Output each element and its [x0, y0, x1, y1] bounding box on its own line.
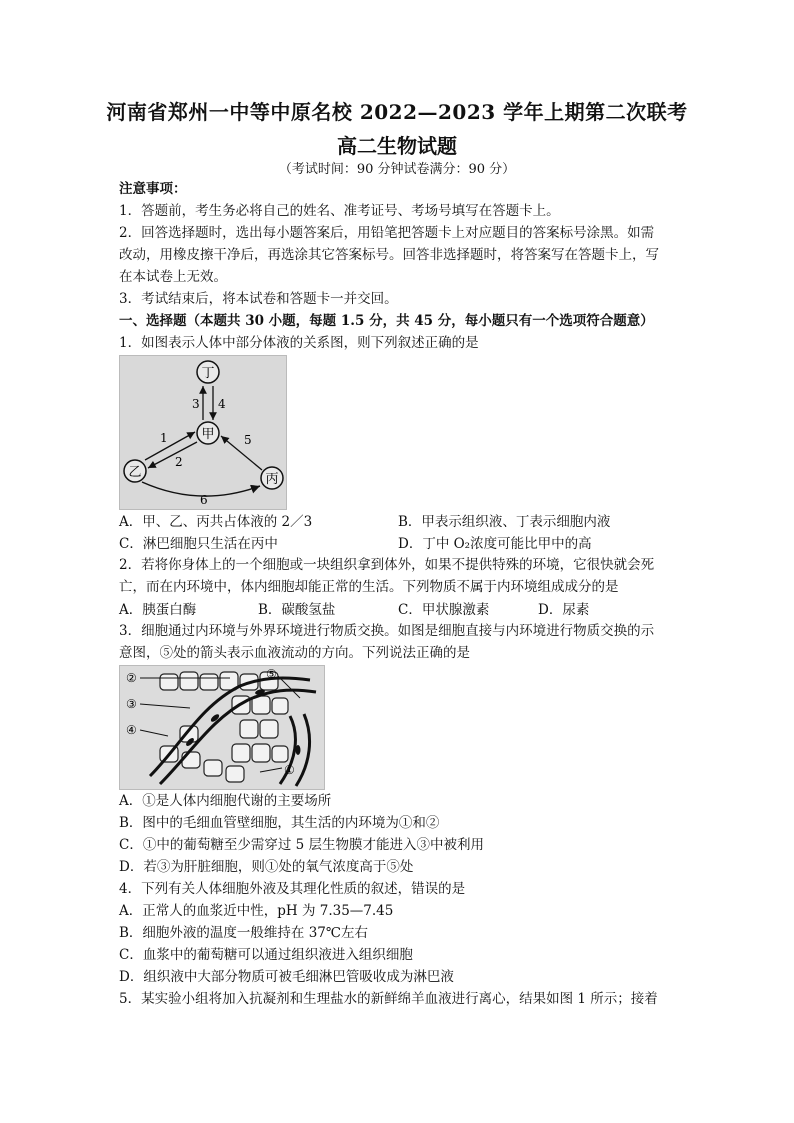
q3-option-a: A．①是人体内细胞代谢的主要场所 — [119, 793, 332, 809]
q4-option-a: A．正常人的血浆近中性，pH 为 7.35—7.45 — [119, 903, 394, 919]
arrow-6-label: 6 — [200, 493, 208, 507]
label-2: ② — [126, 671, 137, 685]
label-5: ⑤ — [266, 667, 277, 681]
notice-heading: 注意事项： — [119, 181, 187, 197]
arrow-4-label: 4 — [218, 397, 226, 411]
node-jia-label: 甲 — [201, 427, 215, 442]
arrow-2 — [148, 442, 197, 468]
q2-stem-2: 亡，而在内环境中，体内细胞却能正常的生活。下列物质不属于内环境组成成分的是 — [119, 579, 619, 595]
exam-title: 河南省郑州一中等中原名校 2022—2023 学年上期第二次联考 — [106, 100, 688, 124]
q4-stem: 4．下列有关人体细胞外液及其理化性质的叙述，错误的是 — [119, 881, 466, 897]
tissue-exchange-diagram — [120, 666, 324, 789]
node-yi-label: 乙 — [128, 465, 142, 480]
q1-stem: 1．如图表示人体中部分体液的关系图，则下列叙述正确的是 — [119, 335, 479, 351]
label-1: ① — [284, 763, 295, 777]
q2-stem-1: 2．若将你身体上的一个细胞或一块组织拿到体外，如果不提供特殊的环境，它很快就会死 — [119, 557, 655, 573]
notice-item-1: 1．答题前，考生务必将自己的姓名、准考证号、考场号填写在答题卡上。 — [119, 203, 560, 219]
q1-figure — [119, 355, 287, 510]
subject-title: 高二生物试题 — [337, 134, 457, 158]
q4-option-d: D．组织液中大部分物质可被毛细淋巴管吸收成为淋巴液 — [119, 969, 454, 985]
q3-option-c: C．①中的葡萄糖至少需穿过 5 层生物膜才能进入③中被利用 — [119, 837, 485, 853]
notice-item-2b: 改动，用橡皮擦干净后，再选涂其它答案标号。回答非选择题时，将答案写在答题卡上，写 — [119, 247, 659, 263]
node-ding-label: 丁 — [201, 366, 215, 381]
notice-item-3: 3．考试结束后，将本试卷和答题卡一并交回。 — [119, 291, 398, 307]
q2-option-a: A．胰蛋白酶 — [119, 602, 197, 618]
section-heading: 一、选择题（本题共 30 小题，每题 1.5 分，共 45 分，每小题只有一个选项符合题意） — [119, 313, 654, 329]
arrow-5 — [221, 436, 262, 470]
exam-info: （考试时间：90 分钟试卷满分：90 分） — [278, 162, 516, 177]
q1-option-d: D．丁中 O₂浓度可能比甲中的高 — [398, 536, 592, 552]
q4-option-c: C．血浆中的葡萄糖可以通过组织液进入组织细胞 — [119, 947, 413, 963]
label-3: ③ — [126, 697, 137, 711]
notice-item-2c: 在本试卷上无效。 — [119, 269, 227, 285]
q2-option-b: B．碳酸氢盐 — [258, 602, 336, 618]
q3-option-d: D．若③为肝脏细胞，则①处的氧气浓度高于⑤处 — [119, 859, 414, 875]
q3-stem-2: 意图，⑤处的箭头表示血液流动的方向。下列说法正确的是 — [119, 645, 470, 661]
arrow-5-label: 5 — [244, 433, 252, 447]
q2-option-c: C．甲状腺激素 — [398, 602, 490, 618]
q2-option-d: D．尿素 — [538, 602, 590, 618]
arrow-2-label: 2 — [175, 455, 183, 469]
q4-option-b: B．细胞外液的温度一般维持在 37℃左右 — [119, 925, 368, 941]
q3-stem-1: 3．细胞通过内环境与外界环境进行物质交换。如图是细胞直接与内环境进行物质交换的示 — [119, 623, 655, 639]
q3-option-b: B．图中的毛细血管壁细胞，其生活的内环境为①和② — [119, 815, 440, 831]
q1-option-a: A．甲、乙、丙共占体液的 2／3 — [119, 514, 313, 530]
label-4: ④ — [126, 723, 137, 737]
notice-item-2a: 2．回答选择题时，选出每小题答案后，用铅笔把答题卡上对应题目的答案标号涂黑。如需 — [119, 225, 655, 241]
arrow-3-label: 3 — [192, 397, 200, 411]
q5-stem: 5．某实验小组将加入抗凝剂和生理盐水的新鲜绵羊血液进行离心，结果如图 1 所示；接着 — [119, 991, 658, 1007]
node-bing-label: 丙 — [265, 472, 279, 487]
q3-figure — [119, 665, 325, 790]
arrow-1-label: 1 — [160, 431, 168, 445]
q1-option-b: B．甲表示组织液、丁表示细胞内液 — [398, 514, 611, 530]
body-fluid-diagram — [120, 356, 286, 509]
q1-option-c: C．淋巴细胞只生活在丙中 — [119, 536, 278, 552]
